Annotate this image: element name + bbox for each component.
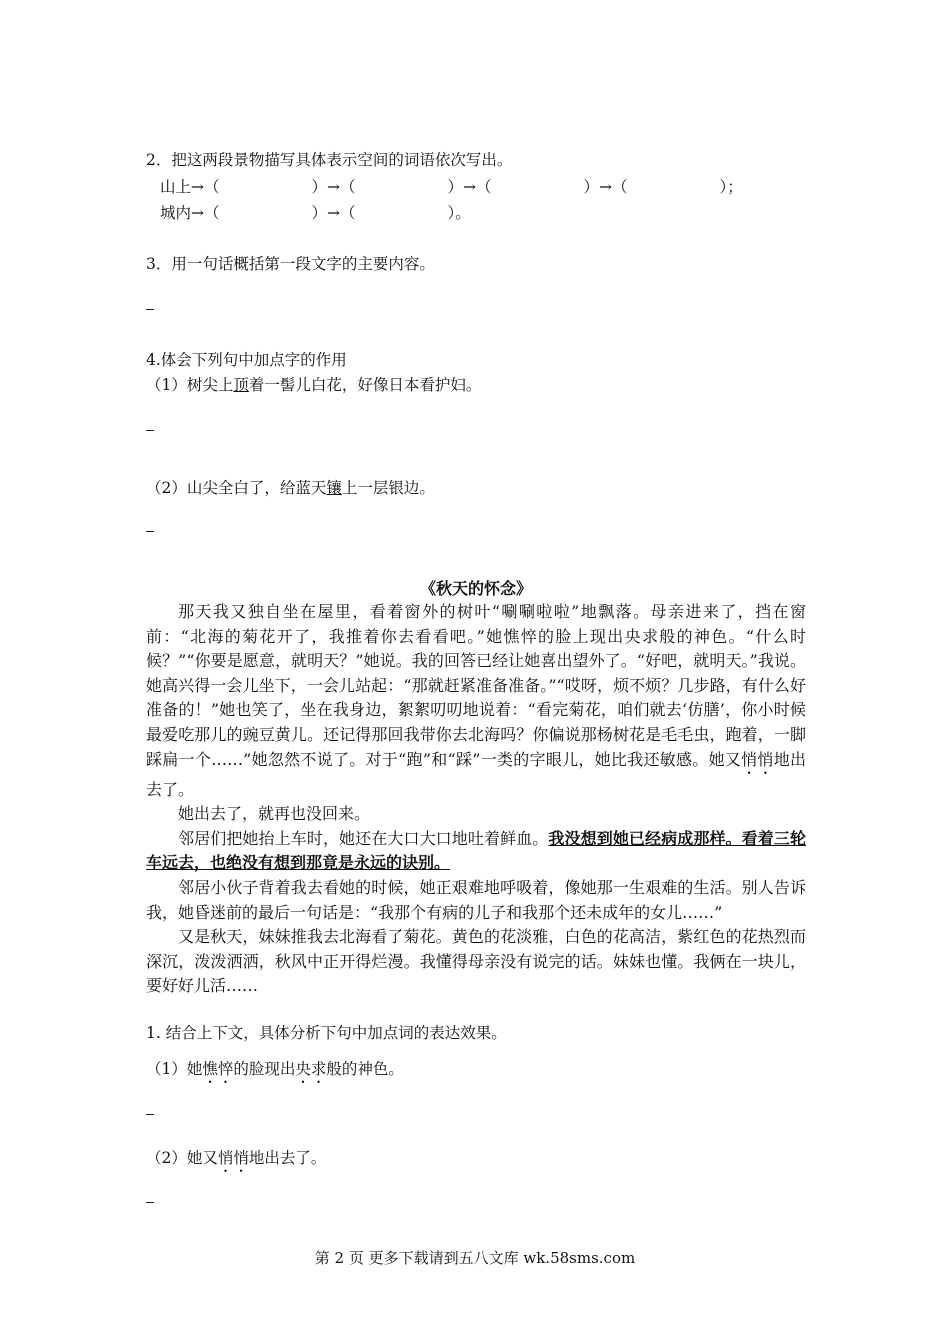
passage-body [146, 600, 806, 999]
dotted-key-word: 悄悄 [217, 1149, 249, 1167]
row-end: ）； [719, 178, 743, 196]
answer-blank [146, 309, 154, 310]
sub-question-1-prompt: 1. 结合上下文，具体分析下句中加点词的表达效果。 [146, 1024, 507, 1042]
question-4-prompt: 4.体会下列句中加点字的作用 [146, 351, 347, 369]
answer-blank [146, 531, 154, 532]
arrow: ）→（ [311, 178, 356, 196]
underlined-key-char: 镶 [326, 479, 342, 497]
question-2-row-city [160, 202, 471, 224]
arrow: ）→（ [447, 178, 492, 196]
sub-question-1-item-1: （1）她憔悴的脸现出央求般的神色。 [146, 1060, 404, 1078]
dotted-key-word: 悄悄 [741, 749, 774, 769]
underlined-sentence: 我没想到她已经病成那样。看着三轮车远去，也绝没有想到那竟是永远的诀别。 [146, 828, 806, 873]
dotted-key-word: 央求 [295, 1060, 327, 1078]
question-4-item-2: （2）山尖全白了，给蓝天镶上一层银边。 [146, 479, 435, 497]
passage-title: 《秋天的怀念》 [419, 579, 532, 598]
arrow: ）→（ [311, 204, 356, 222]
row-end: ）。 [447, 204, 471, 222]
paragraph-5: 又是秋天，妹妹推我去北海看了菊花。黄色的花淡雅，白色的花高洁，紫红色的花热烈而深沉，泼泼洒洒，秋风中正开得烂漫。我懂得母亲没有说完的话。妹妹也懂。我俩在一块儿，要好好儿活…… [146, 927, 806, 996]
sub-question-1-item-2: （2）她又悄悄地出去了。 [146, 1149, 327, 1167]
paragraph-3: 邻居们把她抬上车时，她还在大口大口地吐着鲜血。我没想到她已经病成那样。看着三轮车远去，也绝没有想到那竟是永远的诀别。 [146, 828, 806, 873]
underlined-key-char: 顶 [233, 376, 249, 394]
question-4-item-1: （1）树尖上顶着一髻儿白花，好像日本看护妇。 [146, 376, 482, 394]
question-2-row-mountain [160, 176, 743, 198]
page-footer: 第 2 页 更多下载请到五八文库 wk.58sms.com [314, 1249, 636, 1267]
row-label: 山上→（ [160, 178, 220, 196]
paragraph-1: 那天我又独自坐在屋里，看着窗外的树叶“唰唰啦啦”地飘落。母亲进来了，挡在窗前：“北海的菊花开了，我推着你去看看吧。”她憔悴的脸上现出央求般的神色。“什么时候？”“你要是愿意，就明天？”她说。我的回答已经让她喜出望外了。“好吧，就明天。”我说。她高兴得一会儿坐下，一会儿站起：“那就赶紧准备准备。”“哎呀，烦不烦？几步路，有什么好准备的！”她也笑了，坐在我身边，絮絮叨叨地说着：“看完菊花，咱们就去‘仿膳’，你小时候最爱吃那儿的豌豆黄儿。还记得那回我带你去北海吗？你偏说那杨树花是毛毛虫，跑着，一脚踩扁一个……”她忽然不说了。对于“跑”和“踩”一类的字眼儿，她比我还敏感。她又悄悄地出去了。 [146, 602, 806, 799]
row-label: 城内→（ [160, 204, 220, 222]
answer-blank [146, 1202, 154, 1203]
dotted-key-word: 憔悴 [202, 1060, 234, 1078]
question-2-prompt: 2．把这两段景物描写具体表示空间的词语依次写出。 [146, 151, 513, 169]
answer-blank [146, 1114, 154, 1115]
answer-blank [146, 430, 154, 431]
question-3-prompt: 3．用一句话概括第一段文字的主要内容。 [146, 255, 435, 273]
paragraph-4: 邻居小伙子背着我去看她的时候，她正艰难地呼吸着，像她那一生艰难的生活。别人告诉我，她昏迷前的最后一句话是：“我那个有病的儿子和我那个还未成年的女儿……” [146, 877, 806, 922]
paragraph-2: 她出去了，就再也没回来。 [178, 804, 371, 824]
arrow: ）→（ [583, 178, 628, 196]
